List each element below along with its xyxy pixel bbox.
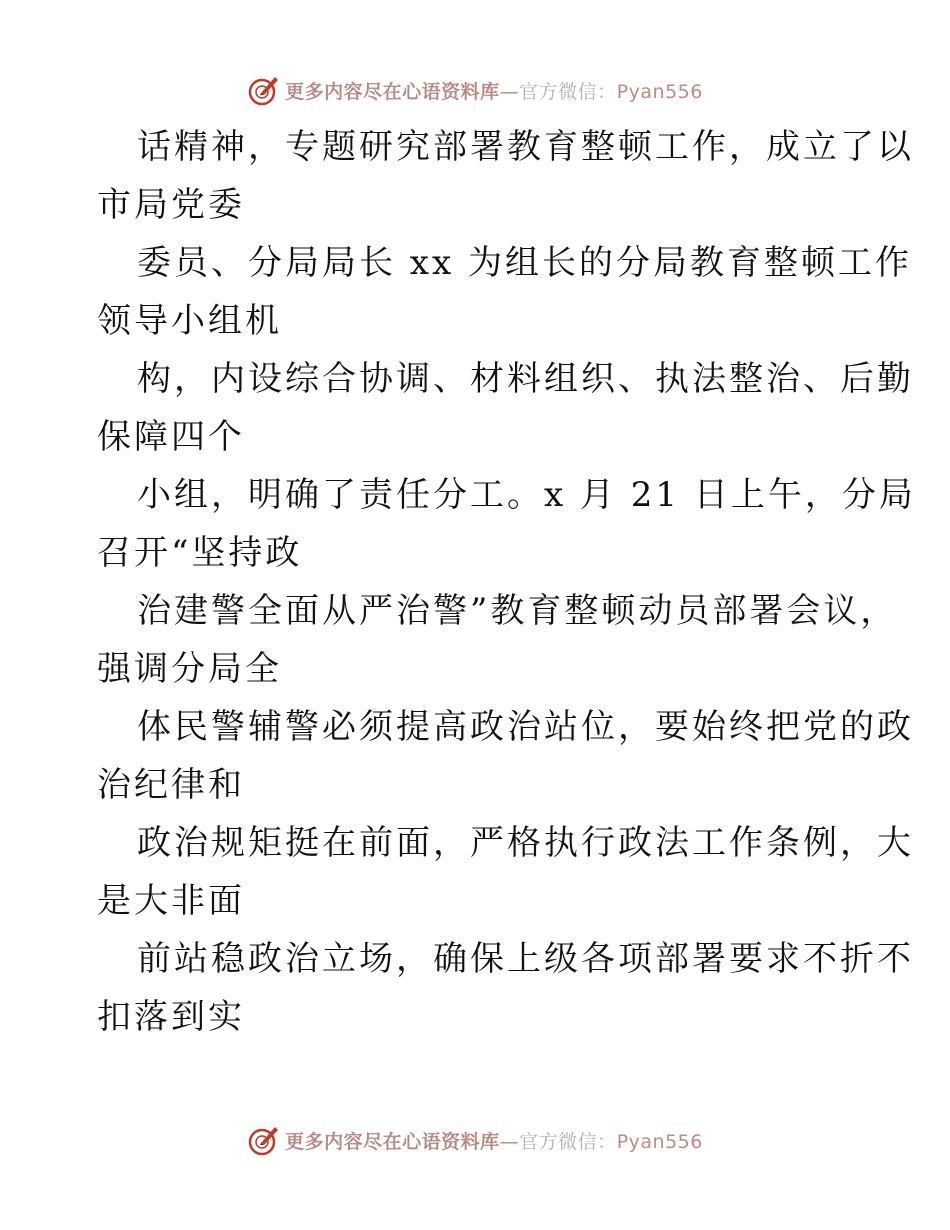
header-watermark [0,70,950,110]
footer-watermark [0,1120,950,1160]
paragraph [97,234,912,350]
paragraph-line-first: 委员、分局局长 xx 为组长的分局教育整顿工作 [137,243,912,283]
watermark-brand: 更多内容尽在心语资料库 [285,80,500,103]
document-body [97,118,916,1046]
paragraph-line-first: 前站稳政治立场，确保上级各项部署要求不折不 [137,939,914,979]
watermark-wechat-id: Pyan556 [616,1130,703,1153]
pen-nib-logo-icon [247,1123,281,1157]
paragraph-line-first: 政治规矩挺在前面，严格执行政法工作条例，大 [137,823,914,863]
paragraph [97,350,914,466]
watermark-dash: — [499,80,520,103]
watermark-dash: — [499,1130,520,1153]
paragraph-line-second: 是大非面 [97,881,245,921]
paragraph-line-second: 领导小组机 [97,301,282,341]
paragraph [97,466,916,582]
paragraph [97,698,914,814]
paragraph-line-second: 召开“坚持政 [97,533,303,573]
paragraph-line-second: 治纪律和 [97,765,245,805]
paragraph [97,930,914,1046]
watermark-wechat-id: Pyan556 [616,80,703,103]
paragraph [97,814,914,930]
paragraph-line-second: 扣落到实 [97,997,245,1037]
watermark-label: 官方微信： [519,80,617,103]
paragraph-line-second: 强调分局全 [97,649,282,689]
paragraph [97,118,914,234]
watermark-brand: 更多内容尽在心语资料库 [285,1130,500,1153]
paragraph-line-first: 体民警辅警必须提高政治站位，要始终把党的政 [137,707,914,747]
paragraph-line-second: 保障四个 [97,417,245,457]
watermark-text [285,77,703,104]
watermark-text [285,1127,703,1154]
pen-nib-logo-icon [247,73,281,107]
paragraph-line-second: 市局党委 [97,185,245,225]
paragraph [97,582,898,698]
paragraph-line-first: 小组，明确了责任分工。x 月 21 日上午，分局 [137,475,916,515]
watermark-label: 官方微信： [519,1130,617,1153]
paragraph-line-first: 构，内设综合协调、材料组织、执法整治、后勤 [137,359,914,399]
paragraph-line-first: 治建警全面从严治警”教育整顿动员部署会议， [137,591,898,631]
paragraph-line-first: 话精神，专题研究部署教育整顿工作，成立了以 [137,127,914,167]
